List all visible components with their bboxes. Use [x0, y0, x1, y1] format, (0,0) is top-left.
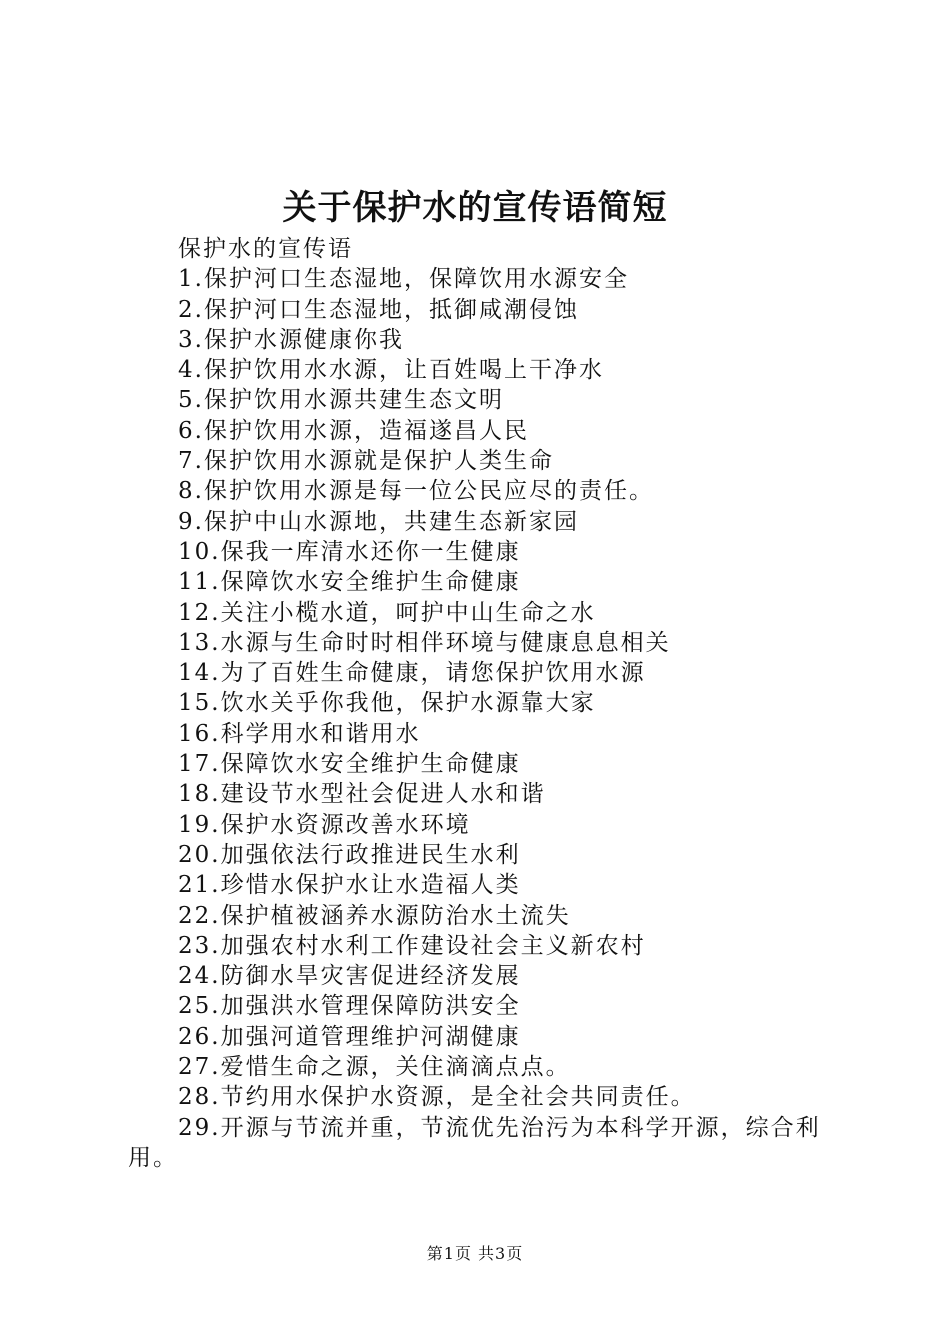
slogan-item: 6.保护饮用水源，造福遂昌人民	[178, 417, 529, 444]
slogan-item: 9.保护中山水源地，共建生态新家园	[178, 508, 579, 535]
slogan-item: 18.建设节水型社会促进人水和谐	[178, 781, 546, 808]
slogan-item: 21.珍惜水保护水让水造福人类	[178, 872, 521, 899]
slogan-item: 22.保护植被涵养水源防治水土流失	[178, 902, 571, 929]
slogan-item: 7.保护饮用水源就是保护人类生命	[178, 448, 554, 475]
slogan-item: 12.关注小榄水道，呵护中山生命之水	[178, 599, 596, 626]
document-body	[128, 234, 836, 1173]
slogan-list	[128, 264, 836, 1173]
slogan-item: 25.加强洪水管理保障防洪安全	[178, 993, 521, 1020]
slogan-item: 24.防御水旱灾害促进经济发展	[178, 963, 521, 990]
page-footer: 第1页 共3页	[426, 1244, 524, 1263]
slogan-item: 27.爱惜生命之源，关住滴滴点点。	[178, 1054, 571, 1081]
document-title: 关于保护水的宣传语简短	[282, 188, 668, 228]
slogan-item: 17.保障饮水安全维护生命健康	[178, 751, 521, 778]
slogan-item: 4.保护饮用水水源，让百姓喝上干净水	[178, 357, 604, 384]
slogan-item: 2.保护河口生态湿地，抵御咸潮侵蚀	[178, 296, 579, 323]
slogan-item: 14.为了百姓生命健康，请您保护饮用水源	[178, 660, 646, 687]
slogan-item: 20.加强依法行政推进民生水利	[178, 841, 521, 868]
slogan-item: 10.保我一库清水还你一生健康	[178, 538, 521, 565]
slogan-item: 5.保护饮用水源共建生态文明	[178, 387, 504, 414]
slogan-item: 11.保障饮水安全维护生命健康	[178, 569, 521, 596]
slogan-item: 13.水源与生命时时相伴环境与健康息息相关	[178, 629, 671, 656]
slogan-item: 15.饮水关乎你我他，保护水源靠大家	[178, 690, 596, 717]
slogan-item: 8.保护饮用水源是每一位公民应尽的责任。	[178, 478, 654, 505]
slogan-item: 3.保护水源健康你我	[178, 326, 404, 353]
slogan-item: 28.节约用水保护水资源，是全社会共同责任。	[178, 1084, 696, 1111]
slogan-item: 16.科学用水和谐用水	[178, 720, 421, 747]
slogan-item: 29.开源与节流并重，节流优先治污为本科学开源，综合利用。	[128, 1114, 821, 1171]
slogan-item: 19.保护水资源改善水环境	[178, 811, 471, 838]
slogan-item: 26.加强河道管理维护河湖健康	[178, 1023, 521, 1050]
section-heading: 保护水的宣传语	[178, 236, 353, 262]
slogan-item: 1.保护河口生态湿地，保障饮用水源安全	[178, 266, 629, 293]
slogan-item: 23.加强农村水利工作建设社会主义新农村	[178, 932, 646, 959]
